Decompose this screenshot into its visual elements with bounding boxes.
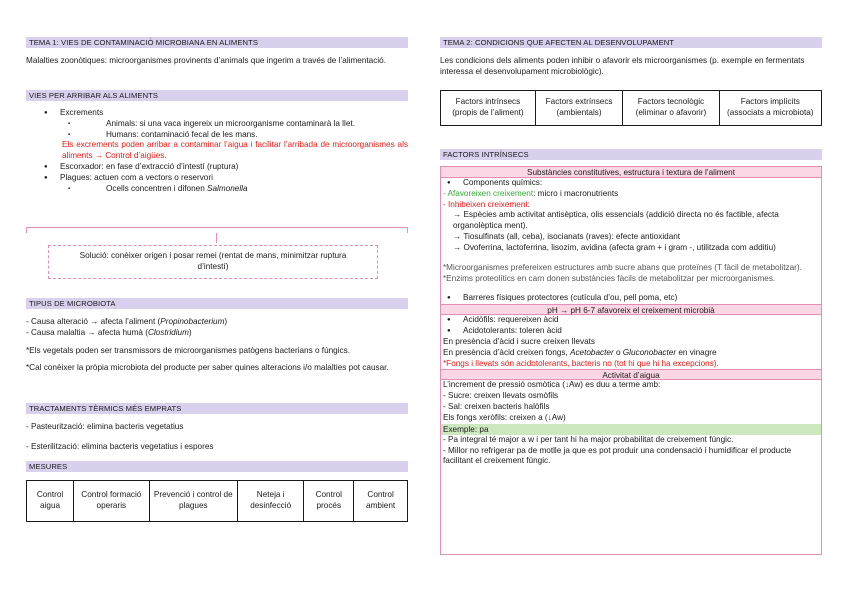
conexer-note: *Cal conèixer la pròpia microbiota del producte per saber quines alteracions i/o malalties pot causar.	[26, 363, 389, 373]
table-cell: Control aigua	[27, 481, 74, 522]
fongs-llevats-line: En presència d’àcid i sucre creixen llevats	[443, 336, 595, 346]
list-item: ● Acidotolerants: toleren àcid	[447, 326, 819, 337]
list-item: ▪ Humans: contaminació fecal de les mans.	[68, 130, 408, 141]
afavoreixen-line: - Afavoreixen creixement: micro i macronutrients	[443, 188, 619, 198]
sal-line: - Sal: creixen bacteris halòfils	[443, 402, 550, 412]
tiosulfinats-line: → Tiosulfinats (all, ceba), isocianats (raves): efecte antioxidant	[453, 232, 681, 242]
ph-title: pH → pH 6-7 afavoreix el creixement microbià	[441, 304, 821, 315]
vegetals-note: *Els vegetals poden ser transmissors de microorganismes patògens bacterians o fúngics.	[26, 345, 351, 355]
sucre-line: - Sucre: creixen llevats osmòfils	[443, 391, 559, 401]
tema2-intro: Les condicions dels aliments poden inhibir o afavorir els microorganismes (p. exemple en fermentats interessa el desenvolupament microbiològic).	[440, 56, 805, 76]
ovoferrina-line: → Ovoferrina, lactoferrina, lisozim, avidina (afecta gram + i gram -, utilitzada com additiu)	[453, 242, 776, 252]
box-title: Substàncies constitutives, estructura i textura de l’aliment	[441, 167, 821, 178]
tractaments-header: TRACTAMENTS TÈRMICS MÉS EMPRATS	[26, 403, 408, 414]
increment-line: L’increment de pressió osmòtica (↓Aw) es duu a terme amb:	[443, 380, 661, 390]
mesures-header: MESURES	[26, 461, 408, 472]
bracket-line	[26, 227, 408, 233]
table-cell: Neteja i desinfecció	[237, 481, 303, 522]
table-cell: Control procés	[304, 481, 354, 522]
intrinsecs-header: FACTORS INTRÍNSECS	[440, 149, 822, 160]
tipus-header: TIPUS DE MICROBIOTA	[26, 298, 408, 309]
tema1-header: TEMA 1: VIES DE CONTAMINACIÓ MICROBIANA EN ALIMENTS	[26, 37, 408, 48]
list-item: ▪ Animals: si una vaca ingereix un microorganisme contaminarà la llet.	[68, 119, 408, 130]
red-note: Els excrements poden arribar a contaminar l’aigua i facilitar l’arribada de microorganismes als aliments → Control d’aigües.	[62, 140, 408, 161]
inhibeixen-line: - Inhibeixen creixement:	[443, 199, 530, 209]
micro-pref-note: *Microorganismes prefereixen estructures amb sucre abans que proteïnes (T fàcil de metabolitzar).	[443, 262, 802, 272]
solucio-box: Solució: conèixer origen i posar remei (rentat de mans, minimitzar ruptura d’intestí)	[48, 245, 378, 279]
bracket-stem	[216, 233, 217, 243]
fongs-red-note: *Fongs i llevats són acidotolerants, bacteris no (tot hi que hi ha excepcions).	[443, 358, 719, 368]
vies-list	[26, 108, 408, 195]
list-item: ● Plagues: actuen com a vectors o reservori ▪ Ocells concentren i difonen Salmonella	[44, 173, 408, 195]
xerofils-line: Els fongs xeròfils: creixen a (↓Aw)	[443, 412, 566, 422]
tipus-content	[26, 317, 408, 374]
vies-header: VIES PER ARRIBAR ALS ALIMENTS	[26, 90, 408, 101]
list-item: ▪ Ocells concentren i difonen Salmonella	[68, 184, 408, 195]
table-cell: Factors intrínsecs (propis de l’aliment)	[441, 91, 536, 126]
table-cell: Factors implícits (associats a microbiota)	[719, 91, 821, 126]
list-item: ● Acidòfils: requereixen àcid	[447, 315, 819, 326]
table-cell: Factors tecnològic (eliminar o afavorir)	[623, 91, 719, 126]
especies-line: → Espècies amb activitat antisèptica, olis essencials (addició directa no és factible, afecta organolèptica ment).	[453, 210, 779, 231]
tema1-intro: Malalties zoonòtiques: microorganismes provinents d’animals que ingerim a través de l’alimentació.	[26, 56, 386, 65]
table-cell: Control ambient	[354, 481, 408, 522]
mesures-table	[26, 480, 408, 522]
pasteuritzacio: - Pasteurització: elimina bacteris vegetatius	[26, 422, 184, 431]
tema2-header: TEMA 2: CONDICIONS QUE AFECTEN AL DESENVOLUPAMENT	[440, 37, 822, 48]
list-item: ● Barreres físiques protectores (cutícula d’ou, pell poma, etc)	[447, 293, 819, 304]
intrinsecs-box	[440, 166, 822, 555]
exemple-bar: Exemple: pa	[441, 424, 821, 435]
list-item: ● Escorxador: en fase d’extracció d’intestí (ruptura)	[44, 162, 408, 173]
alteracio-line: - Causa alteració → afecta l’aliment (Propinobacterium)	[26, 317, 228, 326]
table-cell: Control formació operaris	[74, 481, 150, 522]
fongs-line: En presència d’àcid creixen fongs, Acetobacter o Gluconobacter en vinagre	[443, 347, 717, 357]
list-item: ● Components químics:	[447, 178, 819, 189]
table-cell: Factors extrínsecs (ambientals)	[535, 91, 622, 126]
factors-table	[440, 90, 822, 126]
aigua-title: Activitat d’aigua	[441, 369, 821, 380]
malaltia-line: - Causa malaltia → afecta humà (Clostridium)	[26, 327, 192, 337]
pa-integral-line: - Pa integral té major a w i per tant hi ha major probabilitat de creixement fúngic.	[443, 434, 734, 444]
enzims-note: *Enzims proteolítics en carn donen substàncies fàcils de metabolitzar per microorganismes.	[443, 273, 776, 283]
table-cell: Prevenció i control de plagues	[149, 481, 237, 522]
millor-line: - Millor no refrigerar pa de motlle ja que es pot produir una condensació i humidificar el producte facilitant el creixement fúngic.	[443, 445, 792, 466]
list-item: ● Excrements ▪ Animals: si una vaca ingereix un microorganisme contaminarà la llet. ▪ Humans: contaminació fecal de les mans.	[44, 108, 408, 140]
esterilitzacio: - Esterilització: elimina bacteris vegetatius i espores	[26, 442, 214, 451]
